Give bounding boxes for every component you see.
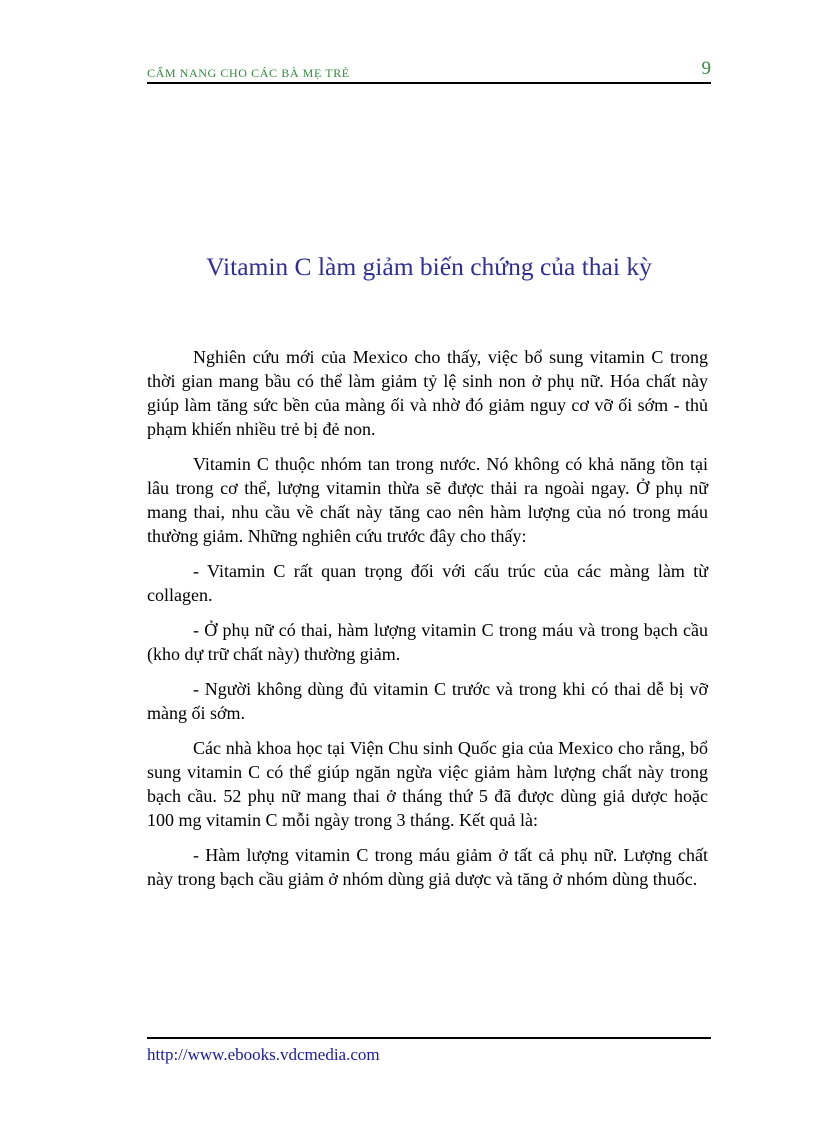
list-item: - Vitamin C rất quan trọng đối với cấu trúc của các màng làm từ collagen.: [147, 561, 708, 605]
list-item: - Hàm lượng vitamin C trong máu giảm ở tất cả phụ nữ. Lượng chất này trong bạch cầu giảm ở nhóm dùng giả dược và tăng ở nhóm dùng thuốc.: [147, 845, 708, 889]
article-title: Vitamin C làm giảm biến chứng của thai kỳ: [206, 252, 652, 281]
list-item: - Người không dùng đủ vitamin C trước và trong khi có thai dễ bị vỡ màng ối sớm.: [147, 679, 708, 723]
page-number: 9: [701, 58, 711, 79]
list-item: - Ở phụ nữ có thai, hàm lượng vitamin C trong máu và trong bạch cầu (kho dự trữ chất này) thường giảm.: [147, 620, 708, 664]
paragraph: Vitamin C thuộc nhóm tan trong nước. Nó không có khả năng tồn tại lâu trong cơ thể, lượng vitamin thừa sẽ được thải ra ngoài ngay. Ở phụ nữ mang thai, nhu cầu về chất này tăng cao nên hàm lượng của nó trong máu thường giảm. Những nghiên cứu trước đây cho thấy:: [147, 454, 708, 546]
page-header: [147, 60, 711, 84]
footer-website-link[interactable]: http://www.ebooks.vdcmedia.com: [147, 1045, 380, 1064]
article-body: [147, 345, 708, 902]
paragraph: Nghiên cứu mới của Mexico cho thấy, việc bổ sung vitamin C trong thời gian mang bầu có thể làm giảm tỷ lệ sinh non ở phụ nữ. Hóa chất này giúp làm tăng sức bền của màng ối và nhờ đó giảm nguy cơ vỡ ối sớm - thủ phạm khiến nhiều trẻ bị đẻ non.: [147, 347, 708, 439]
running-header-title: CẨM NANG CHO CÁC BÀ MẸ TRẺ: [147, 66, 350, 80]
paragraph: Các nhà khoa học tại Viện Chu sinh Quốc gia của Mexico cho rằng, bổ sung vitamin C có thể giúp ngăn ngừa việc giảm hàm lượng chất này trong bạch cầu. 52 phụ nữ mang thai ở tháng thứ 5 đã được dùng giả dược hoặc 100 mg vitamin C mỗi ngày trong 3 tháng. Kết quả là:: [147, 738, 708, 830]
footer-divider: [147, 1037, 711, 1039]
